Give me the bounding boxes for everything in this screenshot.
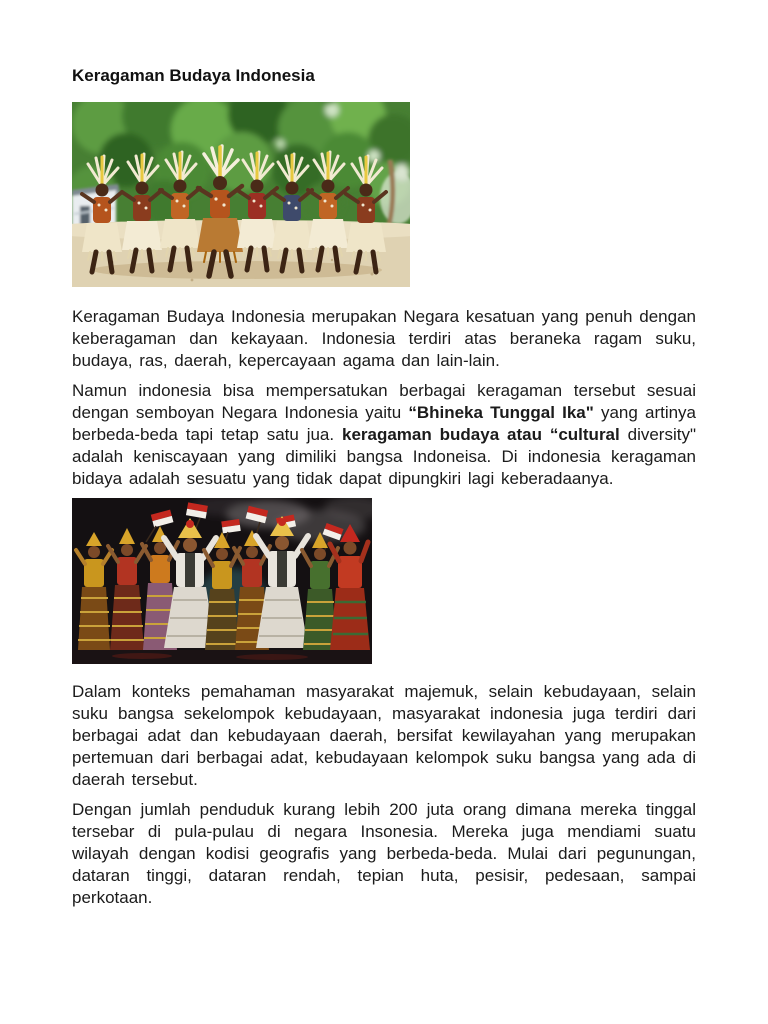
- balinese-dancers-flags-photo: [72, 498, 372, 664]
- body-paragraph-2: Namun indonesia bisa mempersatukan berbagai keragaman tersebut sesuai dengan semboyan Negara Indonesia yaitu “Bhineka Tunggal Ika" yang artinya berbeda-beda tapi tetap satu jua. keragaman budaya atau “cultural diversity" adalah keniscayaan yang dimiliki bangsa Indoneisa. Di indonesia keragaman bidaya adalah sesuatu yang tidak dapat dipungkiri lagi keberadaanya.: [72, 381, 697, 488]
- papuan-dancers-beach-photo: [72, 102, 410, 287]
- body-paragraph-1: Keragaman Budaya Indonesia merupakan Negara kesatuan yang penuh dengan keberagaman dan kekayaan. Indonesia terdiri atas beraneka ragam suku, budaya, ras, daerah, kepercayaan agama dan lain-lain.: [72, 307, 696, 370]
- balinese-dancers-flags-image: [72, 498, 372, 664]
- body-paragraph-3: Dalam konteks pemahaman masyarakat majemuk, selain kebudayaan, selain suku bangsa sekelompok kebudayaan, masyarakat indonesia juga terdiri dari berbagai adat dan kebudayaan daerah, bersifat kewilayahan yang merupakan pertemuan dari berbagai adat, kebudayaan kelompok suku bangsa yang ada di daerah tersebut.: [72, 682, 696, 789]
- papuan-dancers-beach-image: [72, 102, 410, 287]
- body-paragraph-4: Dengan jumlah penduduk kurang lebih 200 juta orang dimana mereka tinggal tersebar di pula-pulau di negara Insonesia. Mereka juga mendiami suatu wilayah dengan kodisi geografis yang berbeda-beda. Mulai dari pegunungan, dataran tinggi, dataran rendah, tepian huta, pesisir, pedesaan, sampai perkotaan.: [72, 800, 696, 907]
- document-title: Keragaman Budaya Indonesia: [72, 66, 315, 85]
